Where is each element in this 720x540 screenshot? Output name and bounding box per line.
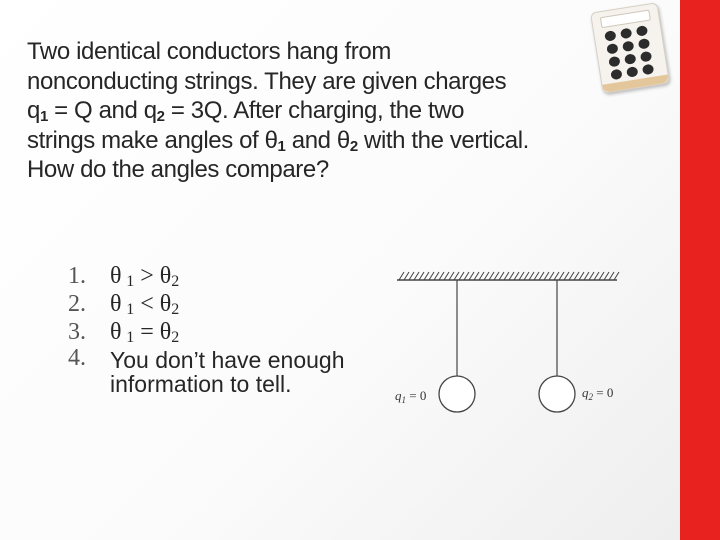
hatch-mark bbox=[479, 272, 484, 280]
hatch-mark bbox=[519, 272, 524, 280]
hatch-mark bbox=[529, 272, 534, 280]
hatch-mark bbox=[444, 272, 449, 280]
hatch-mark bbox=[484, 272, 489, 280]
hatch-mark bbox=[614, 272, 619, 280]
hatch-mark bbox=[549, 272, 554, 280]
hatch-mark bbox=[469, 272, 474, 280]
right-conductor-sphere bbox=[539, 376, 575, 412]
hatch-mark bbox=[559, 272, 564, 280]
hatch-mark bbox=[599, 272, 604, 280]
hatch-mark bbox=[499, 272, 504, 280]
left-charge-label: $q_1 = 0$ bbox=[395, 388, 427, 405]
hatch-mark bbox=[404, 272, 409, 280]
hatch-mark bbox=[589, 272, 594, 280]
hanging-conductors-diagram bbox=[385, 268, 630, 423]
hatch-mark bbox=[564, 272, 569, 280]
question-line-3: $q_1 = Q$ and $q_2 = 3Q$. After charging, the two bbox=[27, 97, 465, 125]
accent-bar bbox=[680, 0, 720, 540]
hatch-mark bbox=[609, 272, 614, 280]
hatch-mark bbox=[409, 272, 414, 280]
hatch-mark bbox=[574, 272, 579, 280]
left-conductor-sphere bbox=[439, 376, 475, 412]
hatch-mark bbox=[554, 272, 559, 280]
hatch-mark bbox=[534, 272, 539, 280]
answer-text: θ $_1 > \theta_2$ bbox=[110, 263, 180, 290]
hatch-mark bbox=[464, 272, 469, 280]
hatch-mark bbox=[449, 272, 454, 280]
answer-text: θ $_1 = \theta_2$ bbox=[110, 319, 180, 346]
question-text bbox=[27, 37, 627, 185]
hatch-mark bbox=[539, 272, 544, 280]
hatch-mark bbox=[509, 272, 514, 280]
hatch-mark bbox=[414, 272, 419, 280]
hatch-mark bbox=[459, 272, 464, 280]
hatch-mark bbox=[504, 272, 509, 280]
hatch-mark bbox=[454, 272, 459, 280]
answer-text: θ $_1 < \theta_2$ bbox=[110, 291, 180, 318]
hatch-mark bbox=[474, 272, 479, 280]
question-line-5: How do the angles compare? bbox=[27, 156, 329, 183]
answer-text: You don’t have enough information to tell. bbox=[110, 347, 345, 397]
hatch-mark bbox=[579, 272, 584, 280]
right-charge-label: $q_2 = 0$ bbox=[582, 385, 614, 402]
question-line-4: strings make angles of $\theta_1$ and $\theta_2$ with the vertical. bbox=[27, 126, 529, 155]
hatch-mark bbox=[424, 272, 429, 280]
hatch-mark bbox=[514, 272, 519, 280]
hatch-mark bbox=[594, 272, 599, 280]
hatch-mark bbox=[604, 272, 609, 280]
hatch-mark bbox=[489, 272, 494, 280]
answer-number: 4. bbox=[68, 345, 86, 371]
hatch-mark bbox=[399, 272, 404, 280]
answer-number: 2. bbox=[68, 291, 86, 317]
hatch-mark bbox=[494, 272, 499, 280]
hatch-mark bbox=[569, 272, 574, 280]
question-line-2: nonconducting strings. They are given charges bbox=[27, 67, 507, 95]
answer-number: 1. bbox=[68, 263, 86, 289]
question-line-1: Two identical conductors hang from bbox=[27, 38, 391, 65]
hatch-mark bbox=[439, 272, 444, 280]
hatch-mark bbox=[544, 272, 549, 280]
hatch-mark bbox=[419, 272, 424, 280]
hatch-mark bbox=[524, 272, 529, 280]
answer-number: 3. bbox=[68, 319, 86, 345]
hatch-mark bbox=[584, 272, 589, 280]
hatch-mark bbox=[434, 272, 439, 280]
hatch-mark bbox=[429, 272, 434, 280]
ceiling-support bbox=[397, 272, 619, 280]
